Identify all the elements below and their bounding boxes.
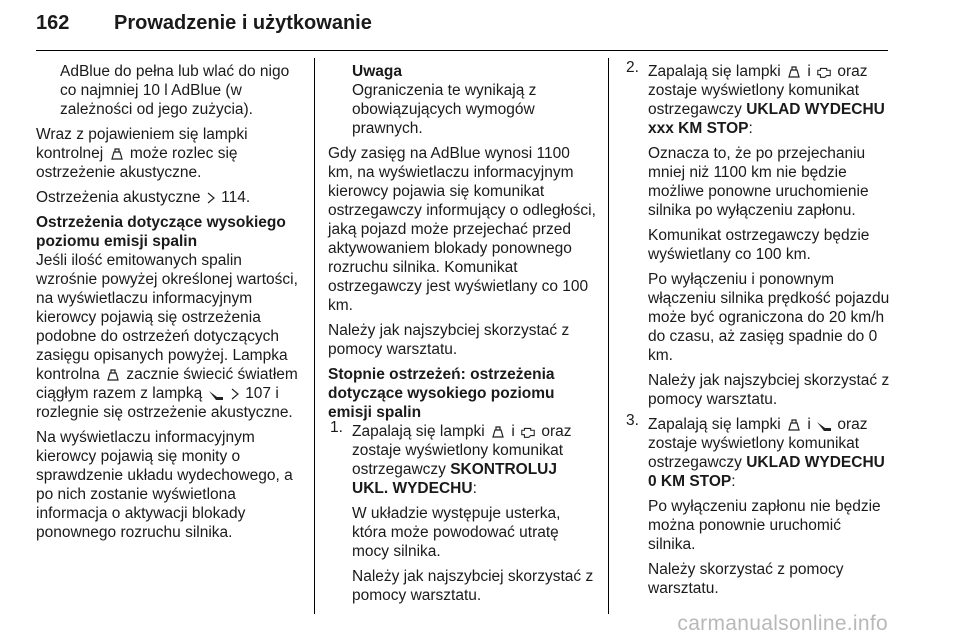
note-box bbox=[328, 62, 596, 138]
adblue-warning-icon bbox=[109, 147, 125, 161]
paragraph: Należy jak najszybciej skorzystać z pomocy warsztatu. bbox=[328, 322, 570, 358]
subheading: Ostrzeżenia dotyczące wysokiego poziomu emisji spalin bbox=[36, 214, 286, 250]
page-header bbox=[36, 6, 888, 51]
adblue-warning-icon bbox=[786, 418, 802, 432]
paragraph: Po wyłączeniu i ponownym włączeniu silnika prędkość pojazdu może być ograniczona do 20 km/h do czasu, aż zasięg spadnie do 0 km. bbox=[648, 271, 890, 364]
list-number: 2. bbox=[626, 59, 639, 76]
exhaust-lamp-icon bbox=[208, 387, 224, 401]
note-text: Ograniczenia te wynikają z obowiązujących wymogów prawnych. bbox=[352, 82, 537, 137]
paragraph: Komunikat ostrzegawczy będzie wyświetlany co 100 km. bbox=[648, 227, 870, 263]
adblue-warning-icon bbox=[105, 368, 121, 382]
note-title: Uwaga bbox=[352, 63, 402, 80]
paragraph: Wraz z pojawieniem się lampki kontrolnej może rozlec się ostrzeżenie akustyczne. bbox=[36, 126, 248, 181]
paragraph: Oznacza to, że po przejechaniu mniej niż 1100 km nie będzie możliwe ponowne uruchomienie silnika po wyłączeniu zapłonu. bbox=[648, 145, 869, 219]
warning-message: UKLAD WYDECHU xxx KM STOP bbox=[648, 101, 885, 137]
column-middle bbox=[328, 62, 596, 611]
warning-message: UKLAD WYDECHU 0 KM STOP bbox=[648, 454, 885, 490]
paragraph: Po wyłączeniu zapłonu nie będzie można ponownie uruchomić silnika. bbox=[648, 498, 881, 553]
adblue-warning-icon bbox=[786, 65, 802, 79]
column-divider bbox=[608, 58, 609, 614]
paragraph: Na wyświetlaczu informacyjnym kierowcy pojawią się monity o sprawdzenie układu wydechowego, a po nich zostanie wyświetlona informacja o aktywacji blokady ponownego rozruchu silnika. bbox=[36, 429, 293, 541]
check-engine-icon bbox=[520, 425, 536, 439]
page-number: 162 bbox=[36, 12, 70, 34]
paragraph: Jeśli ilość emitowanych spalin wzrośnie powyżej określonej wartości, na wyświetlaczu informacyjnym kierowcy pojawią się ostrzeżenia podobne do ostrzeżeń dotyczących zasięgu opisanych powyżej. Lampka kontrolna zacznie świecić światłem ciągłym razem z lampką 107 i rozlegnie się ostrzeżenie akustyczne. bbox=[36, 252, 298, 421]
subheading: Stopnie ostrzeżeń: ostrzeżenia dotyczące wysokiego poziomu emisji spalin bbox=[328, 366, 555, 421]
column-left bbox=[36, 62, 302, 548]
list-number: 1. bbox=[330, 419, 343, 436]
column-right bbox=[624, 59, 890, 604]
watermark: carmanualsonline.info bbox=[677, 612, 888, 635]
paragraph: Ostrzeżenia akustyczne 114. bbox=[36, 189, 251, 206]
page-reference-arrow-icon bbox=[230, 387, 240, 401]
column-divider bbox=[314, 58, 315, 614]
adblue-warning-icon bbox=[490, 425, 506, 439]
page-reference-arrow-icon bbox=[206, 191, 216, 205]
continued-paragraph: AdBlue do pełna lub wlać do nigo co najmniej 10 l AdBlue (w zależności od jego zużycia). bbox=[60, 63, 290, 118]
list-item: 2. Zapalają się lampki i oraz zostaje wyświetlony komunikat ostrzegawczy UKLAD WYDECHU xxx KM STOP: Oznacza to, że po przejechaniu mniej niż 1100 km nie będzie możliwe ponowne uruchomienie silnika po wyłączeniu zapłonu. Komunikat ostrzegawczy będzie wyświetlany co 100 km. Po wyłączeniu i ponownym włączeniu silnika prędkość pojazdu może być ograniczona do 20 km/h do czasu, aż zasięg spadnie do 0 km. Należy jak najszybciej skorzystać z pomocy warsztatu. bbox=[626, 59, 890, 408]
list-item: 1. Zapalają się lampki i oraz zostaje wyświetlony komunikat ostrzegawczy SKONTROLUJ UKL. WYDECHU: W układzie występuje usterka, która może powodować utratę mocy silnika. Należy jak najszybciej skorzystać z pomocy warsztatu. bbox=[328, 422, 596, 605]
list-number: 3. bbox=[626, 412, 639, 429]
paragraph: Należy jak najszybciej skorzystać z pomocy warsztatu. bbox=[352, 568, 594, 604]
list-item: 3. Zapalają się lampki i oraz zostaje wyświetlony komunikat ostrzegawczy UKLAD WYDECHU 0 KM STOP: Po wyłączeniu zapłonu nie będzie można ponownie uruchomić silnika. Należy skorzystać z pomocy warsztatu. bbox=[624, 415, 890, 598]
paragraph: Należy skorzystać z pomocy warsztatu. bbox=[648, 561, 844, 597]
paragraph: Należy jak najszybciej skorzystać z pomocy warsztatu. bbox=[648, 372, 890, 408]
paragraph: W układzie występuje usterka, która może powodować utratę mocy silnika. bbox=[352, 505, 561, 560]
exhaust-lamp-icon bbox=[816, 418, 832, 432]
section-title: Prowadzenie i użytkowanie bbox=[114, 12, 372, 34]
check-engine-icon bbox=[816, 65, 832, 79]
warning-message: SKONTROLUJ UKL. WYDECHU bbox=[352, 461, 558, 497]
paragraph: Gdy zasięg na AdBlue wynosi 1100 km, na wyświetlaczu informacyjnym kierowcy pojawia się komunikat ostrzegawczy informujący o odległości, jaką pojazd może przejechać przed aktywowaniem blokady ponownego rozruchu silnika. Komunikat ostrzegawczy jest wyświetlany co 100 km. bbox=[328, 145, 596, 314]
